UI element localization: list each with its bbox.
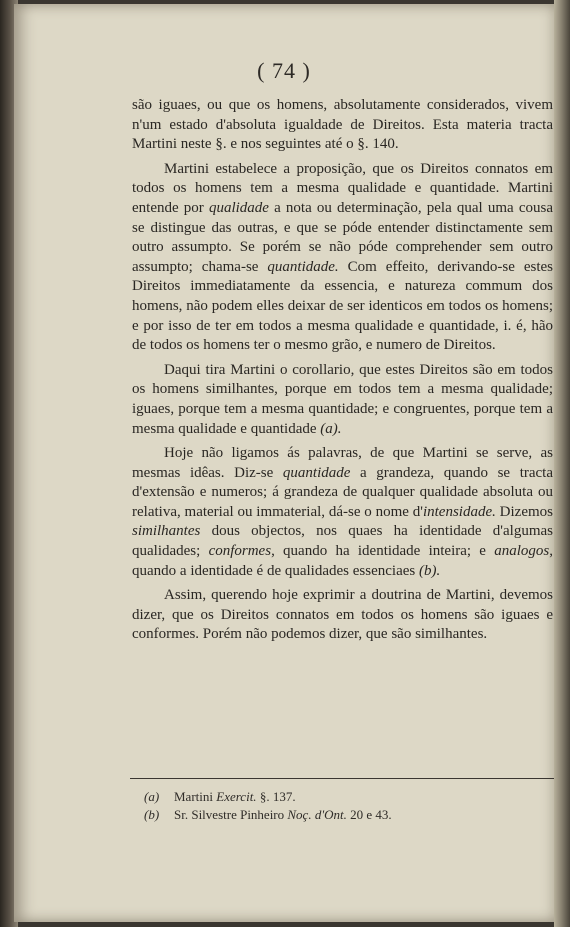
text-run: Martini estabelece a proposição, que os Direitos connatos em todos os homens tem a mesma qualidade e quantidade. Martini entende por xyxy=(132,160,553,216)
text-run: 20 e 43. xyxy=(346,807,392,822)
italic-term: intensidade. xyxy=(422,503,496,520)
italic-term: Noç. d'Ont. xyxy=(287,807,347,822)
text-run: Hoje não ligamos ás palavras, de que Martini se serve, as mesmas idêas. Diz-se xyxy=(132,445,553,481)
footnotes xyxy=(144,788,544,824)
paragraph-1 xyxy=(132,96,553,155)
italic-term: quantidade. xyxy=(267,258,339,275)
footnote-mark: (a) xyxy=(144,789,160,804)
footnote-ref: (a). xyxy=(320,420,342,437)
text-run: Daqui tira Martini o corollario, que estes Direitos são em todos os homens similhantes, porque em todos tem a mesma qualidade; iguaes, porque tem a mesma quantidade; e congruentes, porque tem a mesma qualidade e quantidade xyxy=(132,361,553,437)
text-run: §. 137. xyxy=(256,789,296,804)
footnote-divider xyxy=(130,778,554,779)
text-run: dous objectos, nos quaes ha identidade d'algumas qualidades; xyxy=(132,523,553,560)
text-run: a grandeza, quando se tracta d'extensão e numeros; á grandeza de qualquer qualidade absoluta ou relativa, material ou immaterial, dá-se o nome d' xyxy=(132,464,553,520)
paragraph-5 xyxy=(132,586,553,645)
italic-term: quantidade xyxy=(282,464,351,481)
italic-term: qualidade xyxy=(208,199,269,216)
footnote-mark: (b) xyxy=(144,807,160,822)
italic-term: similhantes xyxy=(132,523,201,540)
paragraph-4 xyxy=(132,444,553,581)
book-page xyxy=(14,4,554,922)
italic-term: conformes xyxy=(208,543,272,560)
text-run: a nota ou determinação, pela qual uma cousa se distingue das outras, e que se póde entender distinctamente sem outro assumpto. Se porém se não póde comprehender sem outro assumpto; chama-se xyxy=(132,199,553,275)
text-run: Martini xyxy=(174,789,217,804)
footnote-b xyxy=(144,806,544,824)
page-edge-shadow xyxy=(554,0,570,927)
paragraph-3 xyxy=(132,361,553,439)
text-run: , quando ha identidade inteira; e xyxy=(271,543,495,560)
footnote-a xyxy=(144,788,544,806)
body-text xyxy=(132,96,553,645)
italic-term: analogos xyxy=(494,543,550,560)
italic-term: Exercit. xyxy=(216,789,257,804)
text-run: Sr. Silvestre Pinheiro xyxy=(174,807,288,822)
footnote-ref: (b). xyxy=(418,562,441,579)
text-run: Com effeito, derivando-se estes Direitos immediatamente da essencia, e natureza commum dos homens, não podem elles deixar de ser identicos em todos os homens; e por isso de ter em todos a mesma qualidade e quantidade, i. é, hão de todos os homens ter o mesmo grão, e numero de Direitos. xyxy=(132,258,553,354)
text-run: , quando a identidade é de qualidades essenciaes xyxy=(132,543,553,579)
page-number: ( 74 ) xyxy=(257,58,311,83)
text-run: Assim, querendo hoje exprimir a doutrina de Martini, devemos dizer, que os Direitos connatos em todos os homens são iguaes e conformes. Porém não podemos dizer, que são similhantes. xyxy=(132,587,553,643)
paragraph-2 xyxy=(132,160,553,356)
text-run: Dizemos xyxy=(495,503,553,520)
text-run: são iguaes, ou que os homens, absolutamente considerados, vivem n'um estado d'absoluta igualdade de Direitos. Esta materia tracta Martini neste §. e nos seguintes até o §. 140. xyxy=(132,97,553,153)
